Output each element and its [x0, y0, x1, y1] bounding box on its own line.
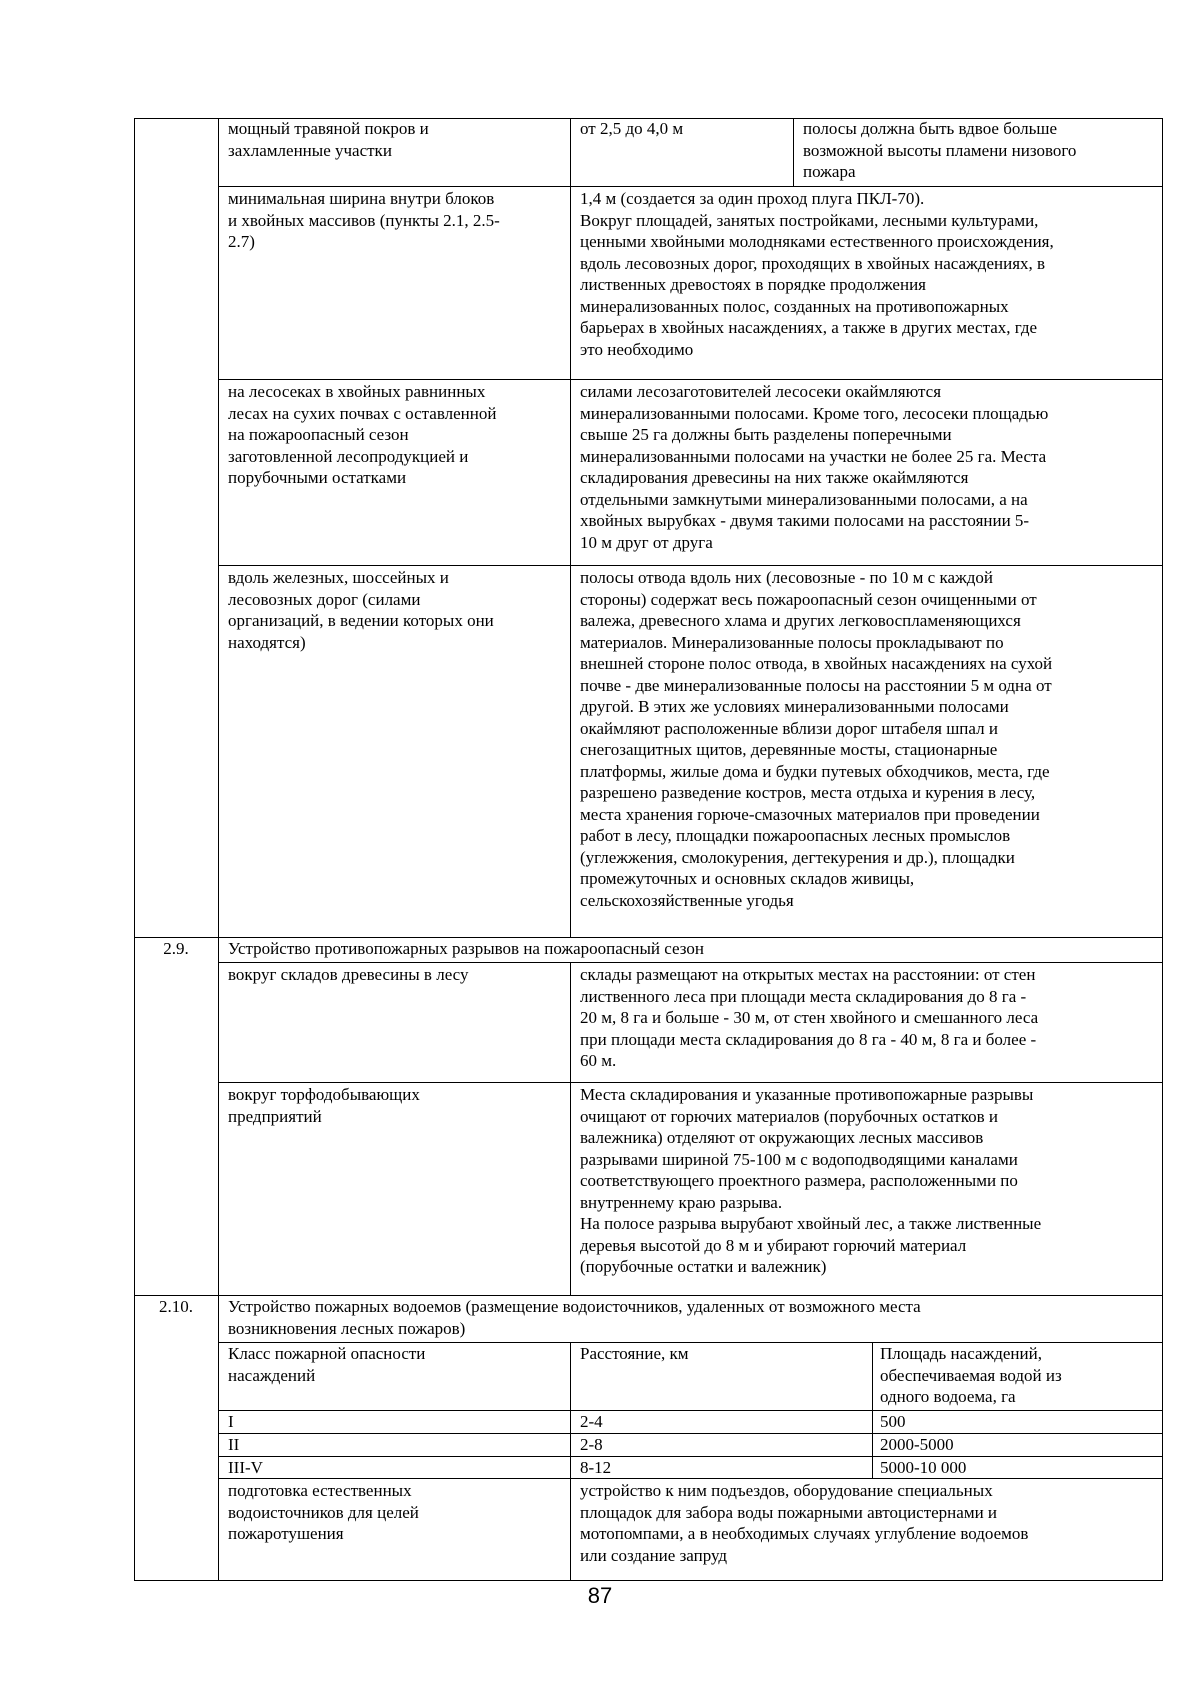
- page-number: 87: [587, 1583, 613, 1608]
- row-separator: [218, 1082, 1163, 1083]
- subtable-row3-area: 5000-10 000: [880, 1458, 967, 1477]
- section-2-9-number: 2.9.: [163, 939, 189, 958]
- subtable-row2-class: II: [228, 1435, 240, 1454]
- row3-requirement: силами лесозаготовителей лесосеки окаймляются минерализованными полосами. Кроме того, лесосеки площадью свыше 25 га должны быть разделены поперечными минерализованными полосами на участки не более 25 га. Места складирования древесины на них также окаймляются отдельными замкнутыми минерализованными полосами, а на хвойных вырубках - двумя такими полосами на расстоянии 5- 10 м друг от друга: [580, 382, 1049, 552]
- subtable-row3-distance: 8-12: [580, 1458, 612, 1477]
- row6-requirement: Места складирования и указанные противопожарные разрывы очищают от горючих материалов (порубочных остатков и валежника) отделяют от окружающих лесных массивов разрывами шириной 75-100 м с водоподводящими каналами соответствующего проектного размера, расположенными по внутреннему краю разрыва. На полосе разрыва вырубают хвойный лес, а также лиственные деревья высотой до 8 м и убирают горючий материал (порубочные остатки и валежник): [580, 1085, 1042, 1276]
- table-border-right: [1162, 118, 1163, 1581]
- row2-requirement: 1,4 м (создается за один проход плуга ПКЛ-70). Вокруг площадей, занятых постройками, лесными культурами, ценными хвойными молодняками естественного происхождения, вдоль лесовозных дорог, проходящих в хвойных насаждениях, в лиственных древостоях в порядке продолжения минерализованных полос, созданных на противопожарных барьерах в хвойных насаждениях, а также в других местах, где это необходимо: [580, 189, 1054, 359]
- column-divider: [570, 962, 571, 1295]
- subtable-header-area: Площадь насаждений, обеспечиваемая водой из одного водоема, га: [880, 1344, 1062, 1406]
- subtable-row1-class: I: [228, 1412, 234, 1431]
- subtable-header-class: Класс пожарной опасности насаждений: [228, 1344, 426, 1385]
- row4-condition: вдоль железных, шоссейных и лесовозных дорог (силами организаций, в ведении которых они находятся): [228, 568, 494, 652]
- row-separator: [218, 186, 1163, 187]
- row1-note: полосы должна быть вдвое больше возможной высоты пламени низового пожара: [803, 119, 1077, 181]
- row7-condition: подготовка естественных водоисточников для целей пожаротушения: [228, 1481, 419, 1543]
- subtable-row3-class: III-V: [228, 1458, 263, 1477]
- row3-condition: на лесосеках в хвойных равнинных лесах на сухих почвах с оставленной на пожароопасный сезон заготовленной лесопродукцией и порубочными остатками: [228, 382, 497, 487]
- subtable-row1-area: 500: [880, 1412, 906, 1431]
- column-divider-r1: [793, 118, 794, 186]
- row-separator: [218, 962, 1163, 963]
- table-border-left: [134, 118, 135, 1581]
- row2-condition: минимальная ширина внутри блоков и хвойных массивов (пункты 2.1, 2.5- 2.7): [228, 189, 500, 251]
- subtable-row2-area: 2000-5000: [880, 1435, 954, 1454]
- row-separator: [218, 565, 1163, 566]
- subtable-row1-distance: 2-4: [580, 1412, 603, 1431]
- section-2-9-title: Устройство противопожарных разрывов на пожароопасный сезон: [228, 939, 704, 958]
- table-border-number-col: [218, 118, 219, 1581]
- column-divider: [570, 1478, 571, 1581]
- section-2-10-number: 2.10.: [159, 1297, 193, 1316]
- row6-condition: вокруг торфодобывающих предприятий: [228, 1085, 420, 1126]
- row1-width: от 2,5 до 4,0 м: [580, 119, 684, 138]
- row1-condition: мощный травяной покров и захламленные участки: [228, 119, 429, 160]
- column-divider: [570, 118, 571, 937]
- row-separator: [218, 379, 1163, 380]
- row4-requirement: полосы отвода вдоль них (лесовозные - по 10 м с каждой стороны) содержат весь пожароопасный сезон очищенными от валежа, древесного хлама и других легковоспламеняющихся материалов. Минерализованные полосы прокладывают по внешней стороне полос отвода, в хвойных насаждениях на сухой почве - две минерализованные полосы на расстоянии 5 м одна от другой. В этих же условиях минерализованными полосами окаймляют расположенные вблизи дорог штабеля шпал и снегозащитных щитов, деревянные мосты, стационарные платформы, жилые дома и будки путевых обходчиков, места, где разрешено разведение костров, места отдыха и курения в лесу, места хранения горюче-смазочных материалов при проведении работ в лесу, площадки пожароопасных лесных промыслов (углежжения, смолокурения, дегтекурения и др.), площадки промежуточных и основных складов живицы, сельскохозяйственные угодья: [580, 568, 1053, 910]
- subtable-row2-distance: 2-8: [580, 1435, 603, 1454]
- row5-requirement: склады размещают на открытых местах на расстоянии: от стен лиственного леса при площади места складирования до 8 га - 20 м, 8 га и больше - 30 м, от стен хвойного и смешанного леса при площади места складирования до 8 га - 40 м, 8 га и более - 60 м.: [580, 965, 1039, 1070]
- section-2-10-title: Устройство пожарных водоемов (размещение водоисточников, удаленных от возможного места возникновения лесных пожаров): [228, 1297, 921, 1338]
- table-border-bottom: [134, 1580, 1163, 1581]
- subtable-header-distance: Расстояние, км: [580, 1344, 689, 1363]
- row7-requirement: устройство к ним подъездов, оборудование специальных площадок для забора воды пожарными автоцистернами и мотопомпами, а в необходимых случаях углубление водоемов или создание запруд: [580, 1481, 1029, 1565]
- row5-condition: вокруг складов древесины в лесу: [228, 965, 469, 984]
